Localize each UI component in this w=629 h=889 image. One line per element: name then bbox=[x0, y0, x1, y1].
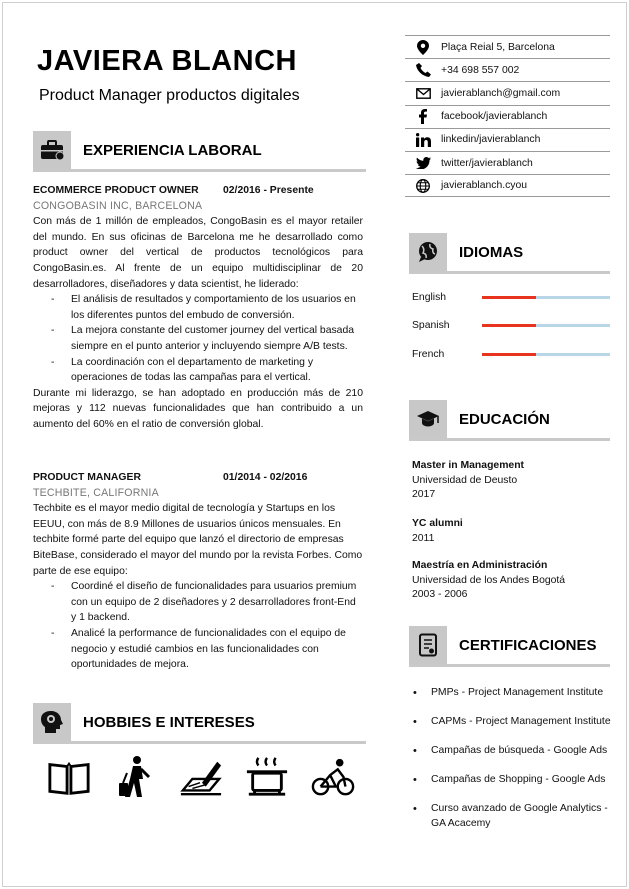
language-level-track bbox=[482, 353, 610, 356]
education-school: Universidad de los Andes Bogotá bbox=[412, 574, 566, 586]
hobbies-heading bbox=[33, 703, 366, 741]
experience-divider bbox=[33, 169, 366, 172]
contact-text[interactable]: javierablanch.cyou bbox=[441, 180, 528, 192]
certifications-heading bbox=[409, 626, 610, 664]
job-bullet: - El análisis de resultados y comportamiento de los usuarios en los diferentes puntos del embudo de conversión. bbox=[51, 292, 363, 323]
contact-text[interactable]: linkedin/javierablanch bbox=[441, 134, 541, 146]
contact-text[interactable]: javierablanch@gmail.com bbox=[441, 87, 561, 99]
envelope-icon bbox=[405, 88, 441, 99]
linkedin-icon bbox=[405, 133, 441, 147]
language-name: English bbox=[412, 292, 447, 303]
job-intro: Con más de 1 millón de empleados, CongoBasin es el mayor retailer del mundo. En sus oficinas de Barcelona me he desarrollado como product owner del vertical de productos tecnológicos para CongoBasin.es. Al frente de un equipo multidisciplinar de 20 desarrolladores, diseñadores y data scientist, he liderado: bbox=[33, 216, 363, 290]
briefcase-icon bbox=[33, 131, 71, 169]
education-heading bbox=[409, 400, 610, 438]
education-year: 2011 bbox=[412, 532, 435, 544]
contact-website bbox=[405, 174, 610, 197]
contact-text[interactable]: twitter/javierablanch bbox=[441, 157, 533, 169]
traveler-icon bbox=[113, 755, 157, 799]
language-level-fill bbox=[482, 324, 536, 327]
job-bullet: - La mejora constante del customer journey del vertical basada siempre en el punto anterior y incluyendo siempre A/B tests. bbox=[51, 323, 363, 354]
contact-phone bbox=[405, 58, 610, 81]
hobbies-divider bbox=[33, 741, 366, 744]
job-bullet: - Coordiné el diseño de funcionalidades para usuarios premium con un equipo de 2 diseñadores y 2 desarrolladores front-End y 1 backend. bbox=[51, 579, 363, 626]
certifications-list bbox=[413, 686, 618, 831]
contact-text: +34 698 557 002 bbox=[441, 64, 520, 76]
languages-heading bbox=[409, 233, 610, 271]
certifications-title: CERTIFICACIONES bbox=[459, 636, 597, 654]
education-year: 2003 - 2006 bbox=[412, 589, 468, 600]
writing-icon bbox=[179, 755, 223, 799]
certifications-divider bbox=[409, 664, 610, 667]
education-degree: YC alumni bbox=[412, 518, 463, 529]
language-level-track bbox=[482, 324, 610, 327]
language-level-fill bbox=[482, 296, 536, 299]
certification-item: • PMPs - Project Management Institute bbox=[413, 686, 618, 701]
certificate-icon bbox=[409, 626, 447, 664]
contact-facebook bbox=[405, 105, 610, 128]
language-level-fill bbox=[482, 353, 536, 356]
speech-globe-icon bbox=[409, 233, 447, 271]
language-row bbox=[412, 292, 612, 303]
cycling-icon bbox=[311, 755, 355, 799]
map-pin-icon bbox=[405, 40, 441, 55]
education-year: 2017 bbox=[412, 489, 436, 500]
job-company: TECHBITE, CALIFORNIA bbox=[33, 486, 159, 499]
contact-list bbox=[405, 35, 610, 197]
graduation-cap-icon bbox=[409, 400, 447, 438]
contact-address bbox=[405, 35, 610, 58]
contact-linkedin bbox=[405, 128, 610, 151]
languages-title: IDIOMAS bbox=[459, 243, 524, 261]
phone-icon bbox=[405, 63, 441, 77]
language-name: Spanish bbox=[412, 320, 450, 331]
cooking-pot-icon bbox=[245, 755, 289, 799]
education-entry bbox=[412, 559, 565, 603]
education-entry bbox=[412, 459, 524, 503]
hobbies-list bbox=[47, 755, 355, 799]
job-entry bbox=[33, 183, 363, 433]
certification-item: • CAPMs - Project Management Institute bbox=[413, 715, 618, 730]
certification-item: • Campañas de Shopping - Google Ads bbox=[413, 773, 618, 788]
job-intro: Techbite es el mayor medio digital de tecnología y Startups en los EEUU, con más de 8.9 Millones de usuarios únicos mensuales. En techbite formé parte del equipo que lanzó el directorio de empresas BiteBase, considerado el mayor del mundo por la revista Forbes. Como parte de ese equipo: bbox=[33, 503, 363, 577]
education-degree: Maestría en Administración bbox=[412, 560, 548, 571]
education-entry bbox=[412, 517, 463, 546]
job-bullet: - La coordinación con el departamento de marketing y operaciones de todas las campañas para el vertical. bbox=[51, 355, 363, 386]
language-level-track bbox=[482, 296, 610, 299]
twitter-icon bbox=[405, 157, 441, 169]
resume-page bbox=[2, 2, 627, 887]
education-divider bbox=[409, 438, 610, 441]
contact-text[interactable]: facebook/javierablanch bbox=[441, 111, 548, 123]
job-bullets bbox=[51, 292, 363, 386]
contact-text: Plaça Reial 5, Barcelona bbox=[441, 41, 555, 53]
job-dates: 02/2016 - Presente bbox=[223, 185, 314, 196]
certification-item: • Curso avanzado de Google Analytics - GA Acacemy bbox=[413, 802, 618, 831]
contact-twitter bbox=[405, 151, 610, 174]
job-bullet: - Analicé la performance de funcionalidades con el equipo de negocio y estudié cambios en las funcionalidades con oportunidades de mejora. bbox=[51, 626, 363, 673]
education-school: Universidad de Deusto bbox=[412, 474, 518, 486]
languages-divider bbox=[409, 271, 610, 274]
hobbies-title: HOBBIES E INTERESES bbox=[83, 713, 255, 731]
job-dates: 01/2014 - 02/2016 bbox=[223, 472, 308, 483]
job-outro: Durante mi liderazgo, se han adoptado en producción más de 210 mejoras y 112 nuevas funcionalidades que han contribuido a un aumento del 60% en el ratio de conversión global. bbox=[33, 387, 363, 430]
job-company: CONGOBASIN INC, BARCELONA bbox=[33, 199, 203, 212]
globe-icon bbox=[405, 179, 441, 193]
head-gear-icon bbox=[33, 703, 71, 741]
education-degree: Master in Management bbox=[412, 460, 525, 471]
language-row bbox=[412, 349, 612, 360]
job-entry bbox=[33, 470, 363, 673]
job-bullets bbox=[51, 579, 363, 673]
book-icon bbox=[47, 755, 91, 799]
experience-title: EXPERIENCIA LABORAL bbox=[83, 141, 262, 159]
job-title: PRODUCT MANAGER bbox=[33, 472, 141, 483]
facebook-icon bbox=[405, 109, 441, 124]
education-title: EDUCACIÓN bbox=[459, 410, 550, 428]
certification-item: • Campañas de búsqueda - Google Ads bbox=[413, 744, 618, 759]
language-row bbox=[412, 320, 612, 331]
contact-email bbox=[405, 81, 610, 104]
job-title: ECOMMERCE PRODUCT OWNER bbox=[33, 185, 199, 196]
language-name: French bbox=[412, 349, 445, 360]
candidate-role: Product Manager productos digitales bbox=[39, 87, 300, 104]
candidate-name: JAVIERA BLANCH bbox=[37, 45, 297, 77]
experience-heading bbox=[33, 131, 366, 169]
